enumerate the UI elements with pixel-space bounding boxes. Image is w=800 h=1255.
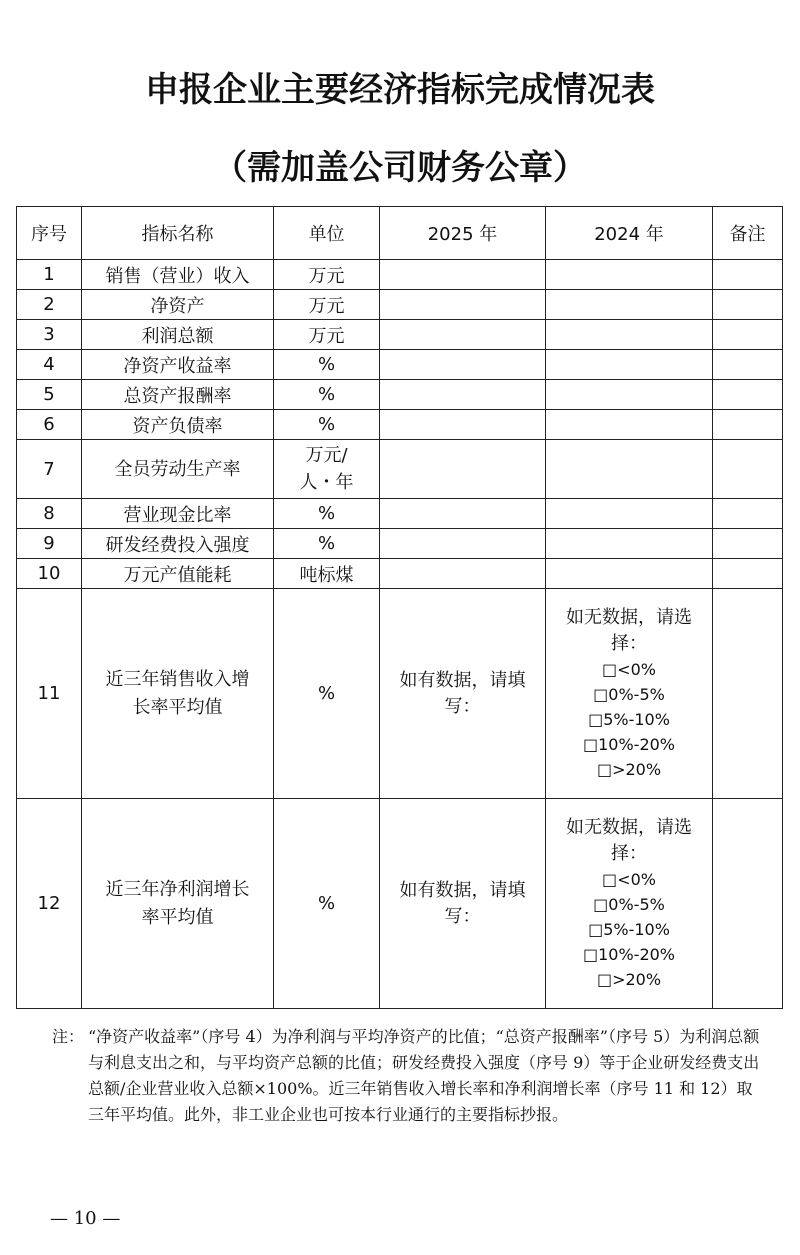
row-seq: 3: [17, 320, 82, 350]
name-line: 近三年销售收入增: [105, 668, 250, 690]
indicator-table: [16, 206, 783, 1009]
footnote: [52, 1024, 762, 1128]
name-line: 近三年净利润增长: [105, 878, 250, 900]
table-row: [17, 799, 783, 1009]
table-row: [17, 410, 783, 440]
row-unit: [274, 440, 380, 499]
row-unit: 万元: [274, 260, 380, 290]
table-row: [17, 290, 783, 320]
cell-remark[interactable]: [713, 350, 783, 380]
cell-remark[interactable]: [713, 290, 783, 320]
cell-2025[interactable]: [380, 350, 546, 380]
footnote-label: 注：: [52, 1027, 85, 1046]
table-row: [17, 350, 783, 380]
row-name: 总资产报酬率: [82, 380, 274, 410]
table-row: [17, 499, 783, 529]
row-name: [82, 589, 274, 799]
cell-remark[interactable]: [713, 559, 783, 589]
row-seq: 10: [17, 559, 82, 589]
cell-2024[interactable]: [546, 260, 713, 290]
cell-2025[interactable]: [380, 260, 546, 290]
row-seq: 11: [17, 589, 82, 799]
cell-2025[interactable]: [380, 410, 546, 440]
option-checkbox[interactable]: □<0%: [602, 870, 656, 889]
row-seq: 9: [17, 529, 82, 559]
fill-in-cell[interactable]: 如有数据，请填写：: [380, 799, 546, 1009]
choice-cell: [546, 589, 713, 799]
row-unit: %: [274, 380, 380, 410]
row-seq: 2: [17, 290, 82, 320]
row-name: 研发经费投入强度: [82, 529, 274, 559]
cell-2024[interactable]: [546, 410, 713, 440]
table-row: [17, 380, 783, 410]
cell-2025[interactable]: [380, 559, 546, 589]
row-name: 净资产收益率: [82, 350, 274, 380]
row-unit: %: [274, 799, 380, 1009]
row-unit: %: [274, 529, 380, 559]
cell-remark[interactable]: [713, 410, 783, 440]
cell-2024[interactable]: [546, 350, 713, 380]
option-checkbox[interactable]: □5%-10%: [588, 710, 670, 729]
row-unit: %: [274, 499, 380, 529]
page-title: 申报企业主要经济指标完成情况表: [145, 70, 655, 110]
row-seq: 5: [17, 380, 82, 410]
cell-remark[interactable]: [713, 260, 783, 290]
row-seq: 8: [17, 499, 82, 529]
cell-remark[interactable]: [713, 799, 783, 1009]
option-checkbox[interactable]: □>20%: [596, 760, 662, 779]
cell-remark[interactable]: [713, 440, 783, 499]
header-remark: 备注: [713, 207, 783, 260]
row-unit: 万元: [274, 320, 380, 350]
fill-in-cell[interactable]: 如有数据，请填写：: [380, 589, 546, 799]
row-unit: %: [274, 589, 380, 799]
unit-line: 人・年: [299, 472, 354, 493]
header-2025: 2025 年: [380, 207, 546, 260]
row-seq: 12: [17, 799, 82, 1009]
cell-2025[interactable]: [380, 499, 546, 529]
table-row: [17, 260, 783, 290]
row-seq: 6: [17, 410, 82, 440]
page-number: — 10 —: [50, 1208, 121, 1229]
name-line: 率平均值: [141, 906, 214, 928]
cell-2025[interactable]: [380, 529, 546, 559]
table-row: [17, 589, 783, 799]
option-checkbox[interactable]: □0%-5%: [593, 895, 665, 914]
header-name: 指标名称: [82, 207, 274, 260]
option-checkbox[interactable]: □0%-5%: [593, 685, 665, 704]
row-seq: 7: [17, 440, 82, 499]
cell-2024[interactable]: [546, 320, 713, 350]
cell-2024[interactable]: [546, 380, 713, 410]
choice-cell: [546, 799, 713, 1009]
cell-2025[interactable]: [380, 440, 546, 499]
choice-prompt: 如无数据，请选择：: [566, 607, 692, 654]
cell-remark[interactable]: [713, 380, 783, 410]
cell-remark[interactable]: [713, 499, 783, 529]
option-checkbox[interactable]: □>20%: [596, 970, 662, 989]
option-checkbox[interactable]: □10%-20%: [582, 945, 675, 964]
row-name: [82, 799, 274, 1009]
table-header-row: [17, 207, 783, 260]
row-seq: 1: [17, 260, 82, 290]
cell-remark[interactable]: [713, 589, 783, 799]
cell-2025[interactable]: [380, 380, 546, 410]
table-row: [17, 559, 783, 589]
row-unit: %: [274, 350, 380, 380]
cell-2024[interactable]: [546, 440, 713, 499]
option-checkbox[interactable]: □10%-20%: [582, 735, 675, 754]
cell-remark[interactable]: [713, 529, 783, 559]
header-seq: 序号: [17, 207, 82, 260]
cell-2025[interactable]: [380, 290, 546, 320]
row-name: 资产负债率: [82, 410, 274, 440]
row-unit: %: [274, 410, 380, 440]
cell-2024[interactable]: [546, 529, 713, 559]
page-subtitle: （需加盖公司财务公章）: [213, 148, 587, 188]
row-unit: 万元: [274, 290, 380, 320]
row-name: 万元产值能耗: [82, 559, 274, 589]
row-seq: 4: [17, 350, 82, 380]
header-unit: 单位: [274, 207, 380, 260]
unit-line: 万元/: [305, 445, 348, 466]
choice-prompt: 如无数据，请选择：: [566, 817, 692, 864]
table-row: [17, 320, 783, 350]
table-row: [17, 529, 783, 559]
cell-2024[interactable]: [546, 559, 713, 589]
footnote-text: “净资产收益率”（序号 4）为净利润与平均净资产的比值；“总资产报酬率”（序号 5）为利润总额与利息支出之和，与平均资产总额的比值；研发经费投入强度（序号 9）等于企业研发经费支出总额/企业营业收入总额×100%。近三年销售收入增长率和净利润增长率（序号 11 和 12）取三年平均值。此外，非工业企业也可按本行业通行的主要指标抄报。: [88, 1027, 760, 1124]
cell-2025[interactable]: [380, 320, 546, 350]
row-unit: 吨标煤: [274, 559, 380, 589]
row-name: 利润总额: [82, 320, 274, 350]
option-checkbox[interactable]: □5%-10%: [588, 920, 670, 939]
cell-remark[interactable]: [713, 320, 783, 350]
row-name: 净资产: [82, 290, 274, 320]
row-name: 销售（营业）收入: [82, 260, 274, 290]
cell-2024[interactable]: [546, 499, 713, 529]
row-name: 全员劳动生产率: [82, 440, 274, 499]
header-2024: 2024 年: [546, 207, 713, 260]
row-name: 营业现金比率: [82, 499, 274, 529]
name-line: 长率平均值: [132, 696, 223, 718]
cell-2024[interactable]: [546, 290, 713, 320]
table-row: [17, 440, 783, 499]
option-checkbox[interactable]: □<0%: [602, 660, 656, 679]
